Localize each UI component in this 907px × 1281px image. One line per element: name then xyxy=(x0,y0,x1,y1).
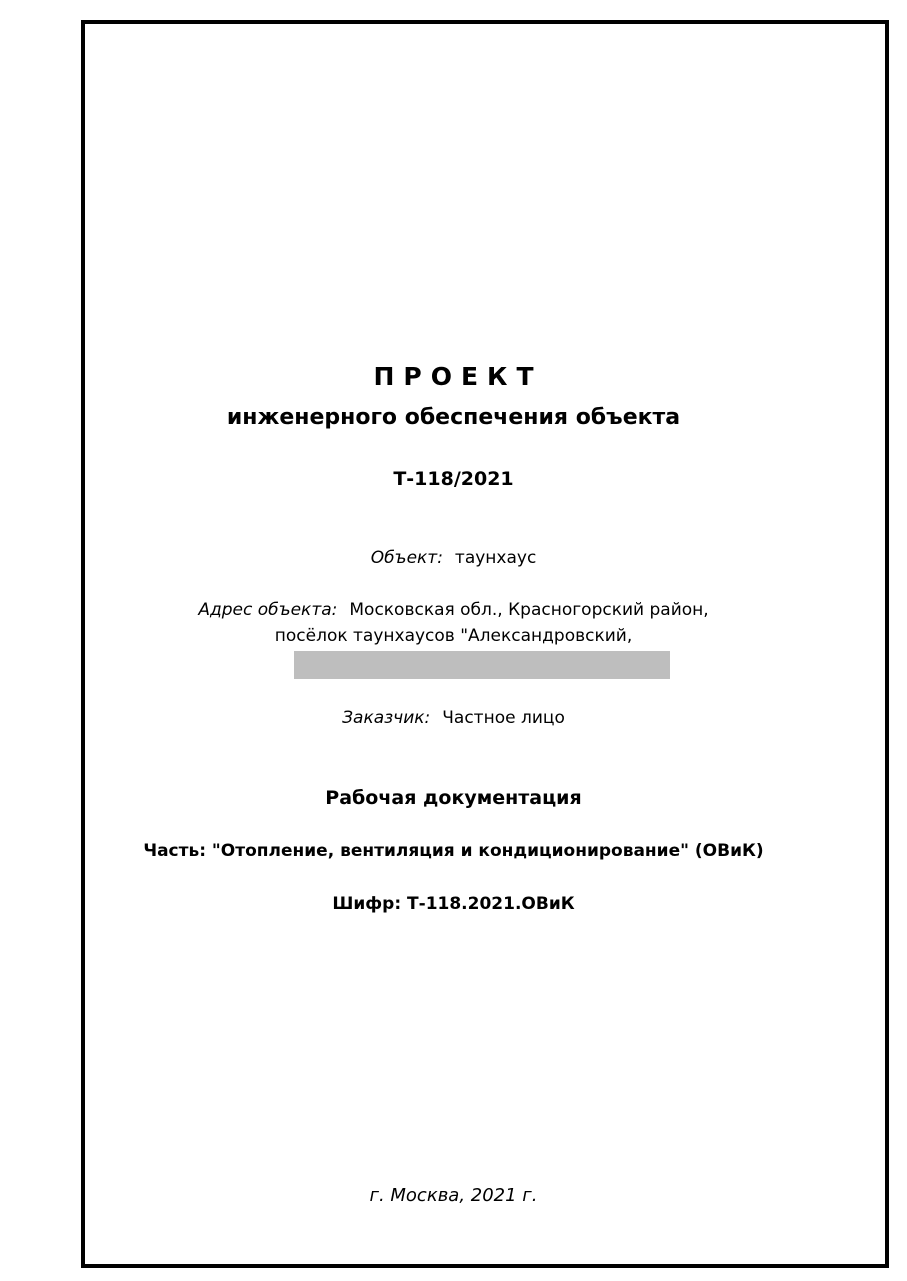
object-field xyxy=(0,548,907,568)
customer-field xyxy=(0,708,907,728)
address-line-2: посёлок таунхаусов "Александровский, xyxy=(274,626,633,646)
object-label: Объект: xyxy=(370,548,443,568)
customer-value: Частное лицо xyxy=(442,708,565,728)
address-label: Адрес объекта: xyxy=(198,600,338,620)
redacted-address-block xyxy=(294,651,670,679)
project-code: Т-118/2021 xyxy=(393,468,514,490)
documentation-type: Рабочая документация xyxy=(325,787,582,809)
city-year: г. Москва, 2021 г. xyxy=(369,1185,538,1206)
address-line-1: Московская обл., Красногорский район, xyxy=(349,600,709,620)
customer-label: Заказчик: xyxy=(342,708,431,728)
document-subtitle: инженерного обеспечения объекта xyxy=(226,405,681,430)
document-cipher: Шифр: Т-118.2021.ОВиК xyxy=(332,894,575,914)
object-value: таунхаус xyxy=(454,548,537,568)
document-part: Часть: "Отопление, вентиляция и кондиционирование" (ОВиК) xyxy=(143,841,764,861)
address-field xyxy=(0,600,907,620)
document-title: ПРОЕКТ xyxy=(373,362,543,391)
